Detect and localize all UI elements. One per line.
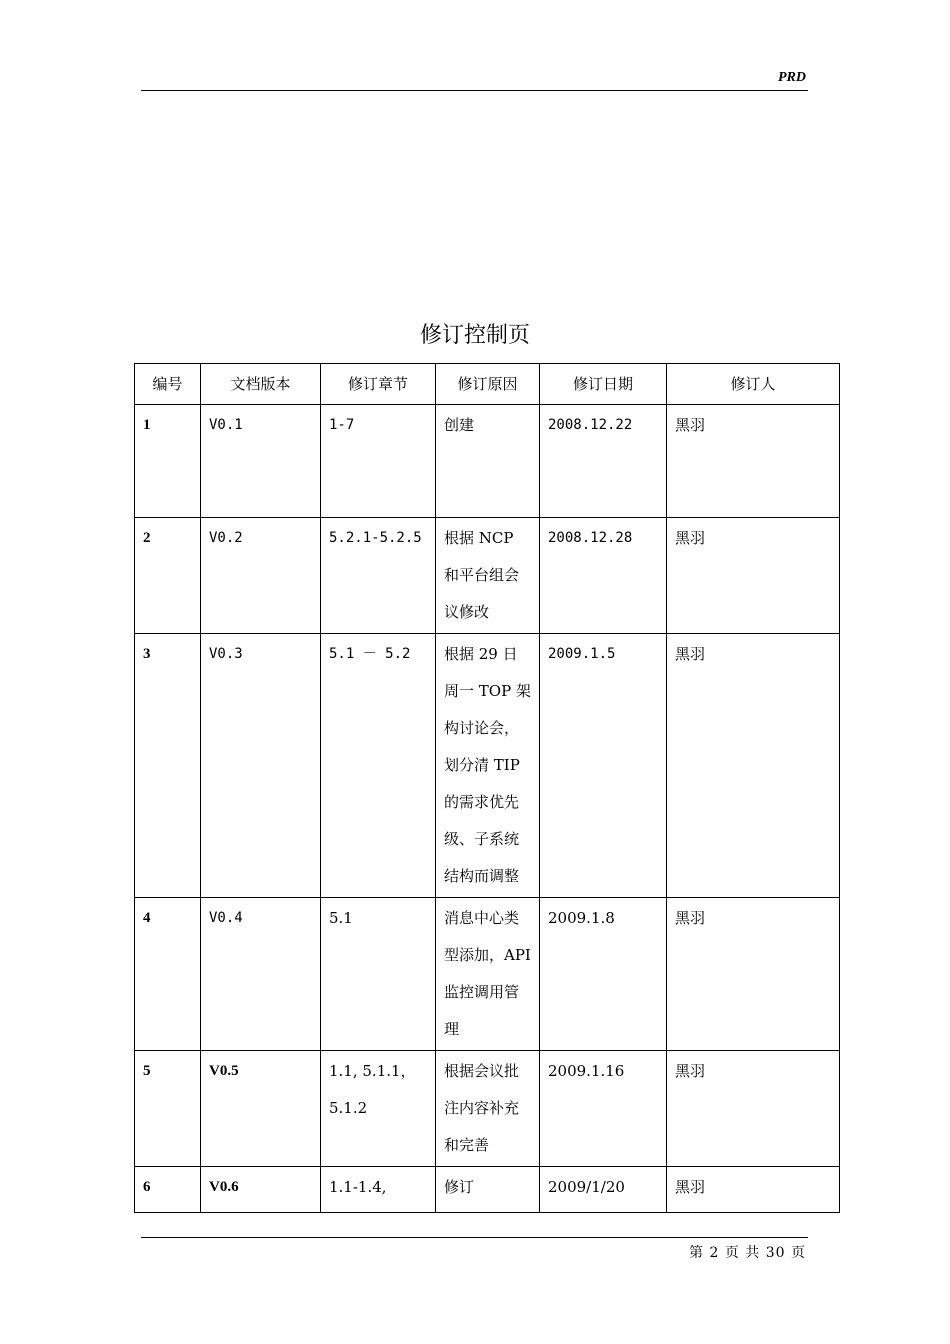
table-row <box>135 898 840 1051</box>
table-row <box>135 634 840 898</box>
page-title: 修订控制页 <box>419 323 530 348</box>
table-header-row <box>135 364 840 405</box>
row-reason: 消息中心类型添加，API 监控调用管理 <box>436 898 540 1051</box>
row-version: V0.1 <box>201 405 321 518</box>
row-reason: 根据 NCP 和平台组会议修改 <box>436 518 540 634</box>
row-chapter: 5.1 <box>321 898 436 1051</box>
table-row <box>135 518 840 634</box>
row-date: 2009/1/20 <box>540 1167 667 1213</box>
row-reason: 根据会议批注内容补充和完善 <box>436 1051 540 1167</box>
row-author: 黑羽 <box>667 1051 840 1167</box>
row-author: 黑羽 <box>667 898 840 1051</box>
row-number: 1 <box>135 405 201 518</box>
column-header: 修订人 <box>667 364 840 405</box>
row-reason: 根据 29 日周一 TOP 架构讨论会，划分清 TIP 的需求优先级、子系统结构而调整 <box>436 634 540 898</box>
row-version: V0.6 <box>201 1167 321 1213</box>
revision-table <box>134 363 840 1213</box>
column-header: 修订原因 <box>436 364 540 405</box>
row-reason: 创建 <box>436 405 540 518</box>
row-date: 2009.1.8 <box>540 898 667 1051</box>
page-number: 第 2 页 共 30 页 <box>689 1245 806 1261</box>
row-version: V0.3 <box>201 634 321 898</box>
row-number: 6 <box>135 1167 201 1213</box>
column-header: 编号 <box>135 364 201 405</box>
row-author: 黑羽 <box>667 518 840 634</box>
row-date: 2009.1.16 <box>540 1051 667 1167</box>
row-reason: 修订 <box>436 1167 540 1213</box>
row-date: 2009.1.5 <box>540 634 667 898</box>
row-author: 黑羽 <box>667 634 840 898</box>
row-chapter: 5.1 － 5.2 <box>321 634 436 898</box>
table-row <box>135 1051 840 1167</box>
row-chapter: 5.2.1-5.2.5 <box>321 518 436 634</box>
row-author: 黑羽 <box>667 405 840 518</box>
row-author: 黑羽 <box>667 1167 840 1213</box>
row-chapter: 1.1, 5.1.1，5.1.2 <box>321 1051 436 1167</box>
row-date: 2008.12.22 <box>540 405 667 518</box>
row-version: V0.4 <box>201 898 321 1051</box>
table-row <box>135 405 840 518</box>
column-header: 修订章节 <box>321 364 436 405</box>
row-number: 4 <box>135 898 201 1051</box>
row-number: 3 <box>135 634 201 898</box>
table-row <box>135 1167 840 1213</box>
row-version: V0.5 <box>201 1051 321 1167</box>
row-chapter: 1-7 <box>321 405 436 518</box>
row-chapter: 1.1-1.4, <box>321 1167 436 1213</box>
row-date: 2008.12.28 <box>540 518 667 634</box>
row-number: 5 <box>135 1051 201 1167</box>
column-header: 修订日期 <box>540 364 667 405</box>
column-header: 文档版本 <box>201 364 321 405</box>
footer-divider <box>141 1237 808 1238</box>
row-number: 2 <box>135 518 201 634</box>
row-version: V0.2 <box>201 518 321 634</box>
header-label: PRD <box>778 70 806 85</box>
header-divider <box>141 90 808 91</box>
